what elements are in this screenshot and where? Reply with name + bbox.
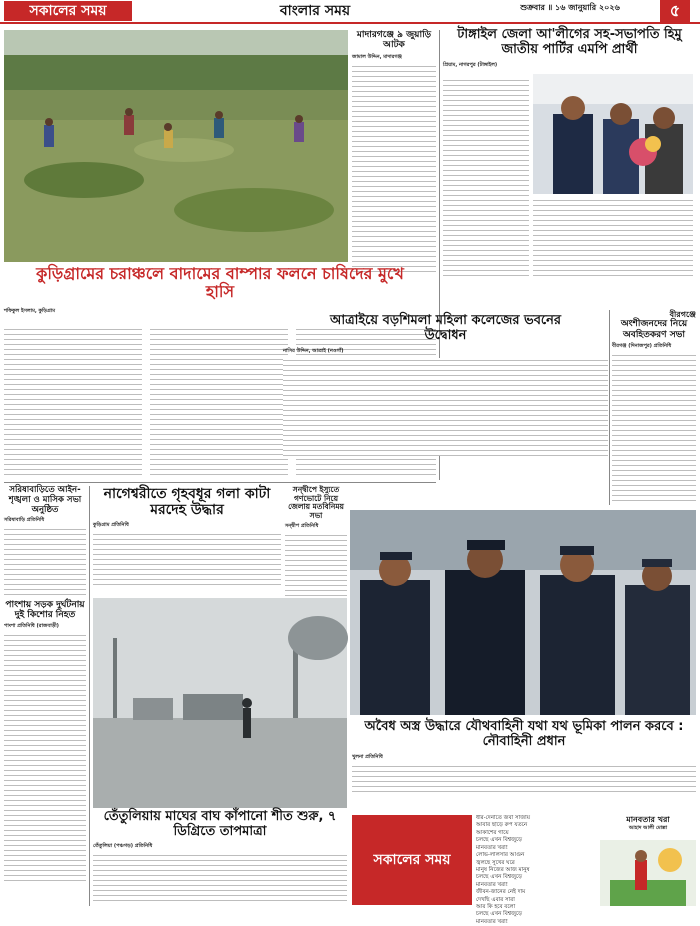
poem-verse: চলছে এখন বিশ্বজুড়ে <box>476 837 523 844</box>
tangail-photo <box>533 74 693 194</box>
birganj-article <box>612 310 696 510</box>
sariakandi-byline: সরিষাবাড়ি প্রতিনিধি <box>4 517 45 524</box>
poem-illustration-image <box>600 840 696 906</box>
poem-verse: মানবতার খরা! <box>476 844 508 851</box>
sariakandi-article <box>4 486 86 594</box>
navy-byline: খুলনা প্রতিনিধি <box>352 753 383 760</box>
poet-name: আহাদ আলী মোল্লা <box>628 825 668 832</box>
nageshwari-headline: নাগেশ্বরীতে গৃহবধূর গলা কাটা মরদেহ উদ্ধার <box>103 486 271 519</box>
poem-verse: চলছে এখন বিশ্বজুড়ে <box>476 911 523 918</box>
nageshwari-body <box>93 532 281 588</box>
poem-verse: জ্বলছে সুখের ঘরে <box>476 859 515 866</box>
foggy-road-image <box>93 598 347 808</box>
poem-verse: জীবন-জানের নেই দাম <box>476 889 526 896</box>
tangail-headline: টাঙ্গাইল জেলা আ'লীগের সহ-সভাপতি হিমু জাতীয় পার্টির এমপি প্রার্থী <box>457 27 682 57</box>
tetulia-body <box>93 853 347 901</box>
poem-verse: লোভ-লালসার আগুন <box>476 852 525 859</box>
kurigram-headline: কুড়িগ্রামের চরাঞ্চলে বাদামের বাম্পার ফলনে চাষিদের মুখে হাসি <box>36 264 404 302</box>
sariakandi-body <box>4 527 86 597</box>
nageshwari-byline: কুড়িগ্রাম প্রতিনিধি <box>93 522 129 529</box>
birganj-kicker: বীরগঞ্জে <box>669 310 696 319</box>
tangail-candidate-image <box>533 74 693 194</box>
madaripur-headline: মাদারগঞ্জে ৯ জুয়াড়ি আটক <box>356 30 432 51</box>
sandwip-headline: সন্দ্বীপে ইস্যুতে গণভোটে নিয়ে জেলায় মতবিনিময় সভা <box>288 485 344 520</box>
poem-verse: মানবতার খরা! <box>476 918 508 925</box>
navy-article <box>352 720 696 810</box>
tangail-byline: প্রিয়াম, নাগরপুর (টাঙ্গাইল) <box>443 61 498 68</box>
nageshwari-article <box>93 486 281 594</box>
poem-verse: আর কি হবে বলো <box>476 904 516 911</box>
peanut-field-photo <box>4 30 348 262</box>
poem-verses <box>476 815 596 925</box>
atrai-body <box>283 358 608 456</box>
pangsha-byline: পাংশা প্রতিনিধি (রাজবাড়ী) <box>4 622 59 629</box>
poem-illustration <box>600 840 696 906</box>
tetulia-headline: তেঁতুলিয়ায় মাঘের বাঘ কাঁপানো শীত শুরু, ৭ ডিগ্রিতে তাপমাত্রা <box>103 809 337 839</box>
madaripur-body <box>352 64 436 276</box>
atrai-article <box>283 314 608 464</box>
tetulia-article <box>93 810 347 908</box>
masthead <box>0 0 700 24</box>
masthead-date: শুক্রবার ॥ ১৬ জানুয়ারি ২০২৬ <box>520 3 620 12</box>
literary-logo: সকালের সময় <box>352 815 472 905</box>
poem-verse: আকাশের গায়ে <box>476 829 509 836</box>
poem-verse: মানবতার খরা! <box>476 881 508 888</box>
kurigram-byline: শফিকুল ইসলাম, কুড়িগ্রাম <box>4 307 55 314</box>
poem-title: মানবতার খরা <box>626 815 670 824</box>
sandwip-byline: সন্দ্বীপ প্রতিনিধি <box>285 522 319 529</box>
poem-verse: ধার-দেনাতে জবা সাজায় <box>476 815 530 821</box>
kurigram-body-1 <box>4 327 142 477</box>
tetulia-byline: তেঁতুলিয়া (পঞ্চগড়) প্রতিনিধি <box>93 842 153 849</box>
poem-verse: চলছে এখন বিশ্বজুড়ে <box>476 874 523 881</box>
tangail-body-left <box>443 78 529 280</box>
navy-body <box>352 764 696 792</box>
pangsha-body <box>4 633 86 883</box>
foggy-road-photo <box>93 598 347 808</box>
kurigram-body-2 <box>150 327 288 477</box>
tangail-article <box>443 28 696 280</box>
madaripur-byline: জামাল উদ্দিন, মাদারগঞ্জ <box>352 53 402 60</box>
poem-verse: আবার ছাড়ে রুপ যতনে <box>476 822 528 829</box>
navy-officers-image <box>350 510 696 715</box>
atrai-byline: নাসির উদ্দিন, আত্রাই (নওগাঁ) <box>283 347 344 354</box>
pangsha-article <box>4 600 86 906</box>
masthead-section: বাংলার সময় <box>279 3 351 19</box>
madaripur-article <box>352 30 436 280</box>
tangail-body-right <box>533 198 693 280</box>
peanut-field-image <box>4 30 348 262</box>
poem-verse: দেখছি এবার সারা <box>476 896 515 903</box>
masthead-brand: সকালের সময় <box>4 1 132 21</box>
birganj-body <box>612 353 696 503</box>
navy-headline: অবৈধ অস্ত্র উদ্ধারে যৌথবাহিনী যথা যথ ভূমিকা পালন করবে : নৌবাহিনী প্রধান <box>364 719 684 749</box>
poem-verse: মানুষ নিজের আজ মানুষ <box>476 866 530 873</box>
birganj-byline: বীরগঞ্জ (দিনাজপুর) প্রতিনিধি <box>612 342 672 349</box>
page-number: ৫ <box>660 0 690 22</box>
poem-header <box>600 815 696 835</box>
atrai-headline: আত্রাইয়ে বড়শিমলা মহিলা কলেজের ভবনের উদ্বোধন <box>329 313 562 343</box>
birganj-headline: অংশীজনদের নিয়ে অবহিতকরণ সভা <box>620 319 688 340</box>
pangsha-headline: পাংশায় সড়ক দুর্ঘটনায় দুই কিশোর নিহত <box>5 600 85 621</box>
sariakandi-headline: সরিষাবাড়িতে আইন-শৃঙ্খলা ও মাসিক সভা অনুষ্ঠিত <box>8 485 82 515</box>
navy-photo <box>350 510 696 715</box>
